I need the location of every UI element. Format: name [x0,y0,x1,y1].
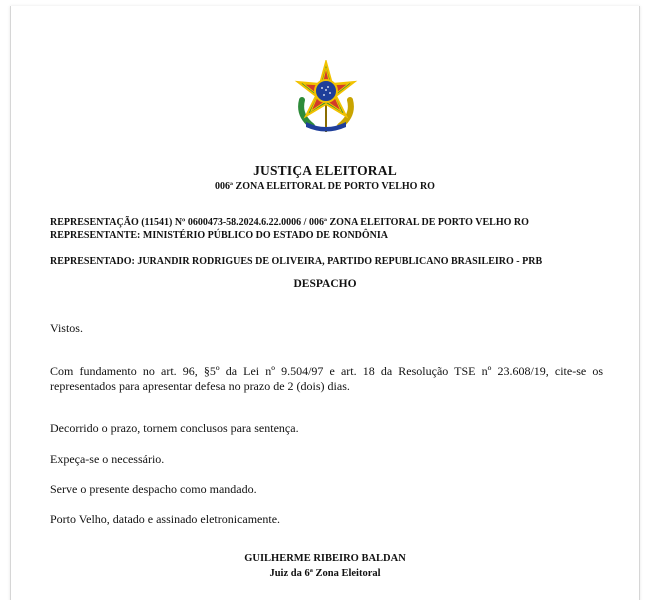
document-heading: DESPACHO [293,278,357,290]
paragraph-citation-line-2: representados para apresentar defesa no prazo de 2 (dois) dias. [50,379,350,393]
court-subtitle: 006ª ZONA ELEITORAL DE PORTO VELHO RO [215,181,435,192]
paragraph-decorrido: Decorrido o prazo, tornem conclusos para sentença. [50,421,299,435]
paragraph-mandado: Serve o presente despacho como mandado. [50,482,257,496]
signatory-role: Juiz da 6ª Zona Eleitoral [269,568,381,579]
case-representante: REPRESENTANTE: MINISTÉRIO PÚBLICO DO ESTADO DE RONDÔNIA [50,230,389,241]
court-title: JUSTIÇA ELEITORAL [253,163,397,178]
paragraph-citation-line-1: Com fundamento no art. 96, §5º da Lei nº 9.504/97 e art. 18 da Resolução TSE nº 23.608/19, cite-se os [50,364,603,378]
paragraph-vistos: Vistos. [50,321,83,335]
paragraph-expeca: Expeça-se o necessário. [50,452,165,466]
case-representado: REPRESENTADO: JURANDIR RODRIGUES DE OLIVEIRA, PARTIDO REPUBLICANO BRASILEIRO - PRB [50,256,543,267]
paragraph-local-data: Porto Velho, datado e assinado eletronicamente. [50,512,281,526]
case-representation: REPRESENTAÇÃO (11541) Nº 0600473-58.2024.6.22.0006 / 006ª ZONA ELEITORAL DE PORTO VELHO RO [50,217,529,228]
brazil-coat-of-arms-icon [290,60,362,134]
signatory-name: GUILHERME RIBEIRO BALDAN [244,553,406,564]
